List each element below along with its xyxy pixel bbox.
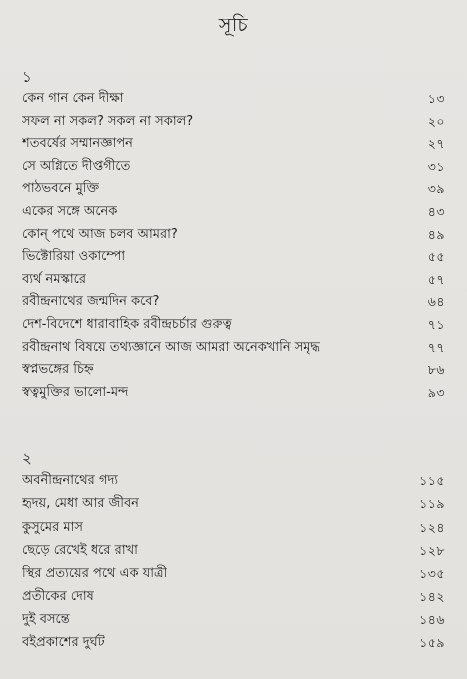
entry-page: ১১৫	[419, 473, 445, 489]
toc-entry	[22, 492, 445, 515]
page-title: সূচি	[218, 14, 249, 36]
toc-entry	[22, 178, 445, 201]
entry-title: ব্যর্থ নমস্কারে	[22, 271, 87, 287]
toc-entry	[22, 562, 445, 585]
entry-title: দেশ-বিদেশে ধারাবাহিক রবীন্দ্রচর্চার গুরুত্ব	[22, 316, 232, 332]
entry-title: সফল না সকল? সকল না সকাল?	[22, 113, 194, 129]
entry-title: হৃদয়, মেধা আর জীবন	[22, 496, 139, 512]
entry-page: ৩৯	[427, 181, 445, 197]
entry-title: কুসুমের মাস	[22, 519, 83, 535]
toc-entry	[22, 224, 445, 247]
entry-title: রবীন্দ্রনাথ বিষয়ে তথ্যজ্ঞানে আজ আমরা অনেকখানি সমৃদ্ধ	[22, 339, 321, 355]
entry-title: পাঠভবনে মুক্তি	[22, 181, 100, 197]
entry-title: স্বপ্নভঙ্গের চিহ্ন	[22, 362, 94, 378]
toc-entry	[22, 269, 445, 292]
entry-page: ৩১	[427, 158, 445, 174]
entry-page: ১৩৫	[419, 565, 445, 581]
entry-page: ১২৪	[419, 519, 445, 535]
toc-entry	[22, 246, 445, 269]
toc-entry	[22, 88, 445, 111]
toc-entry	[22, 359, 445, 382]
toc-entry	[22, 111, 445, 134]
entry-page: ১৪২	[419, 588, 445, 604]
entry-title: সে অগ্নিতে দীপ্তগীতে	[22, 158, 131, 174]
section-number: ২	[22, 449, 32, 468]
entry-page: ৫৫	[427, 249, 445, 265]
section-1-list	[22, 88, 445, 404]
toc-entry	[22, 337, 445, 360]
entry-title: শতবর্ষের সম্মানজ্ঞাপন	[22, 136, 133, 152]
entry-title: একের সঙ্গে অনেক	[22, 203, 118, 219]
entry-page: ৯৩	[427, 384, 445, 400]
toc-entry	[22, 631, 445, 654]
toc-entry	[22, 382, 445, 405]
entry-title: দুই বসন্তে	[22, 611, 70, 627]
entry-page: ১৪৬	[419, 611, 445, 627]
toc-entry	[22, 156, 445, 179]
entry-page: ১২৮	[419, 542, 445, 558]
entry-page: ৭১	[427, 316, 445, 332]
entry-title: কোন্ পথে আজ চলব আমরা?	[22, 226, 178, 242]
entry-page: ৪৩	[427, 203, 445, 219]
entry-page: ২৭	[427, 136, 445, 152]
entry-title: ভিক্টোরিয়া ওকাম্পো	[22, 249, 126, 265]
toc-entry	[22, 608, 445, 631]
entry-page: ৭৭	[427, 339, 445, 355]
entry-title: স্থির প্রত্যয়ের পথে এক যাত্রী	[22, 565, 168, 581]
entry-title: কেন গান কেন দীক্ষা	[22, 91, 124, 106]
toc-entry	[22, 516, 445, 539]
entry-title: বইপ্রকাশের দুর্ঘট	[22, 634, 105, 650]
entry-page: ১৩	[427, 91, 445, 106]
section-2-list	[22, 469, 445, 654]
toc-entry	[22, 201, 445, 224]
section-number: ১	[22, 68, 32, 86]
toc-entry	[22, 469, 445, 492]
entry-page: ৮৬	[427, 362, 445, 378]
entry-page: ৫৭	[427, 271, 445, 287]
toc-entry	[22, 133, 445, 156]
entry-page: ২০	[427, 113, 445, 129]
toc-entry	[22, 539, 445, 562]
entry-page: ৬৪	[427, 294, 445, 310]
entry-page: ৪৯	[427, 226, 445, 242]
entry-title: অবনীন্দ্রনাথের গদ্য	[22, 473, 119, 489]
entry-page: ১১৯	[419, 496, 445, 512]
entry-title: স্বত্বমুক্তির ভালো-মন্দ	[22, 384, 129, 400]
toc-entry	[22, 585, 445, 608]
entry-title: ছেড়ে রেখেই ধরে রাখা	[22, 542, 138, 558]
entry-page: ১৫৯	[419, 634, 445, 650]
entry-title: প্রতীকের দোষ	[22, 588, 94, 604]
entry-title: রবীন্দ্রনাথের জন্মদিন কবে?	[22, 294, 160, 310]
toc-entry	[22, 291, 445, 314]
toc-entry	[22, 314, 445, 337]
